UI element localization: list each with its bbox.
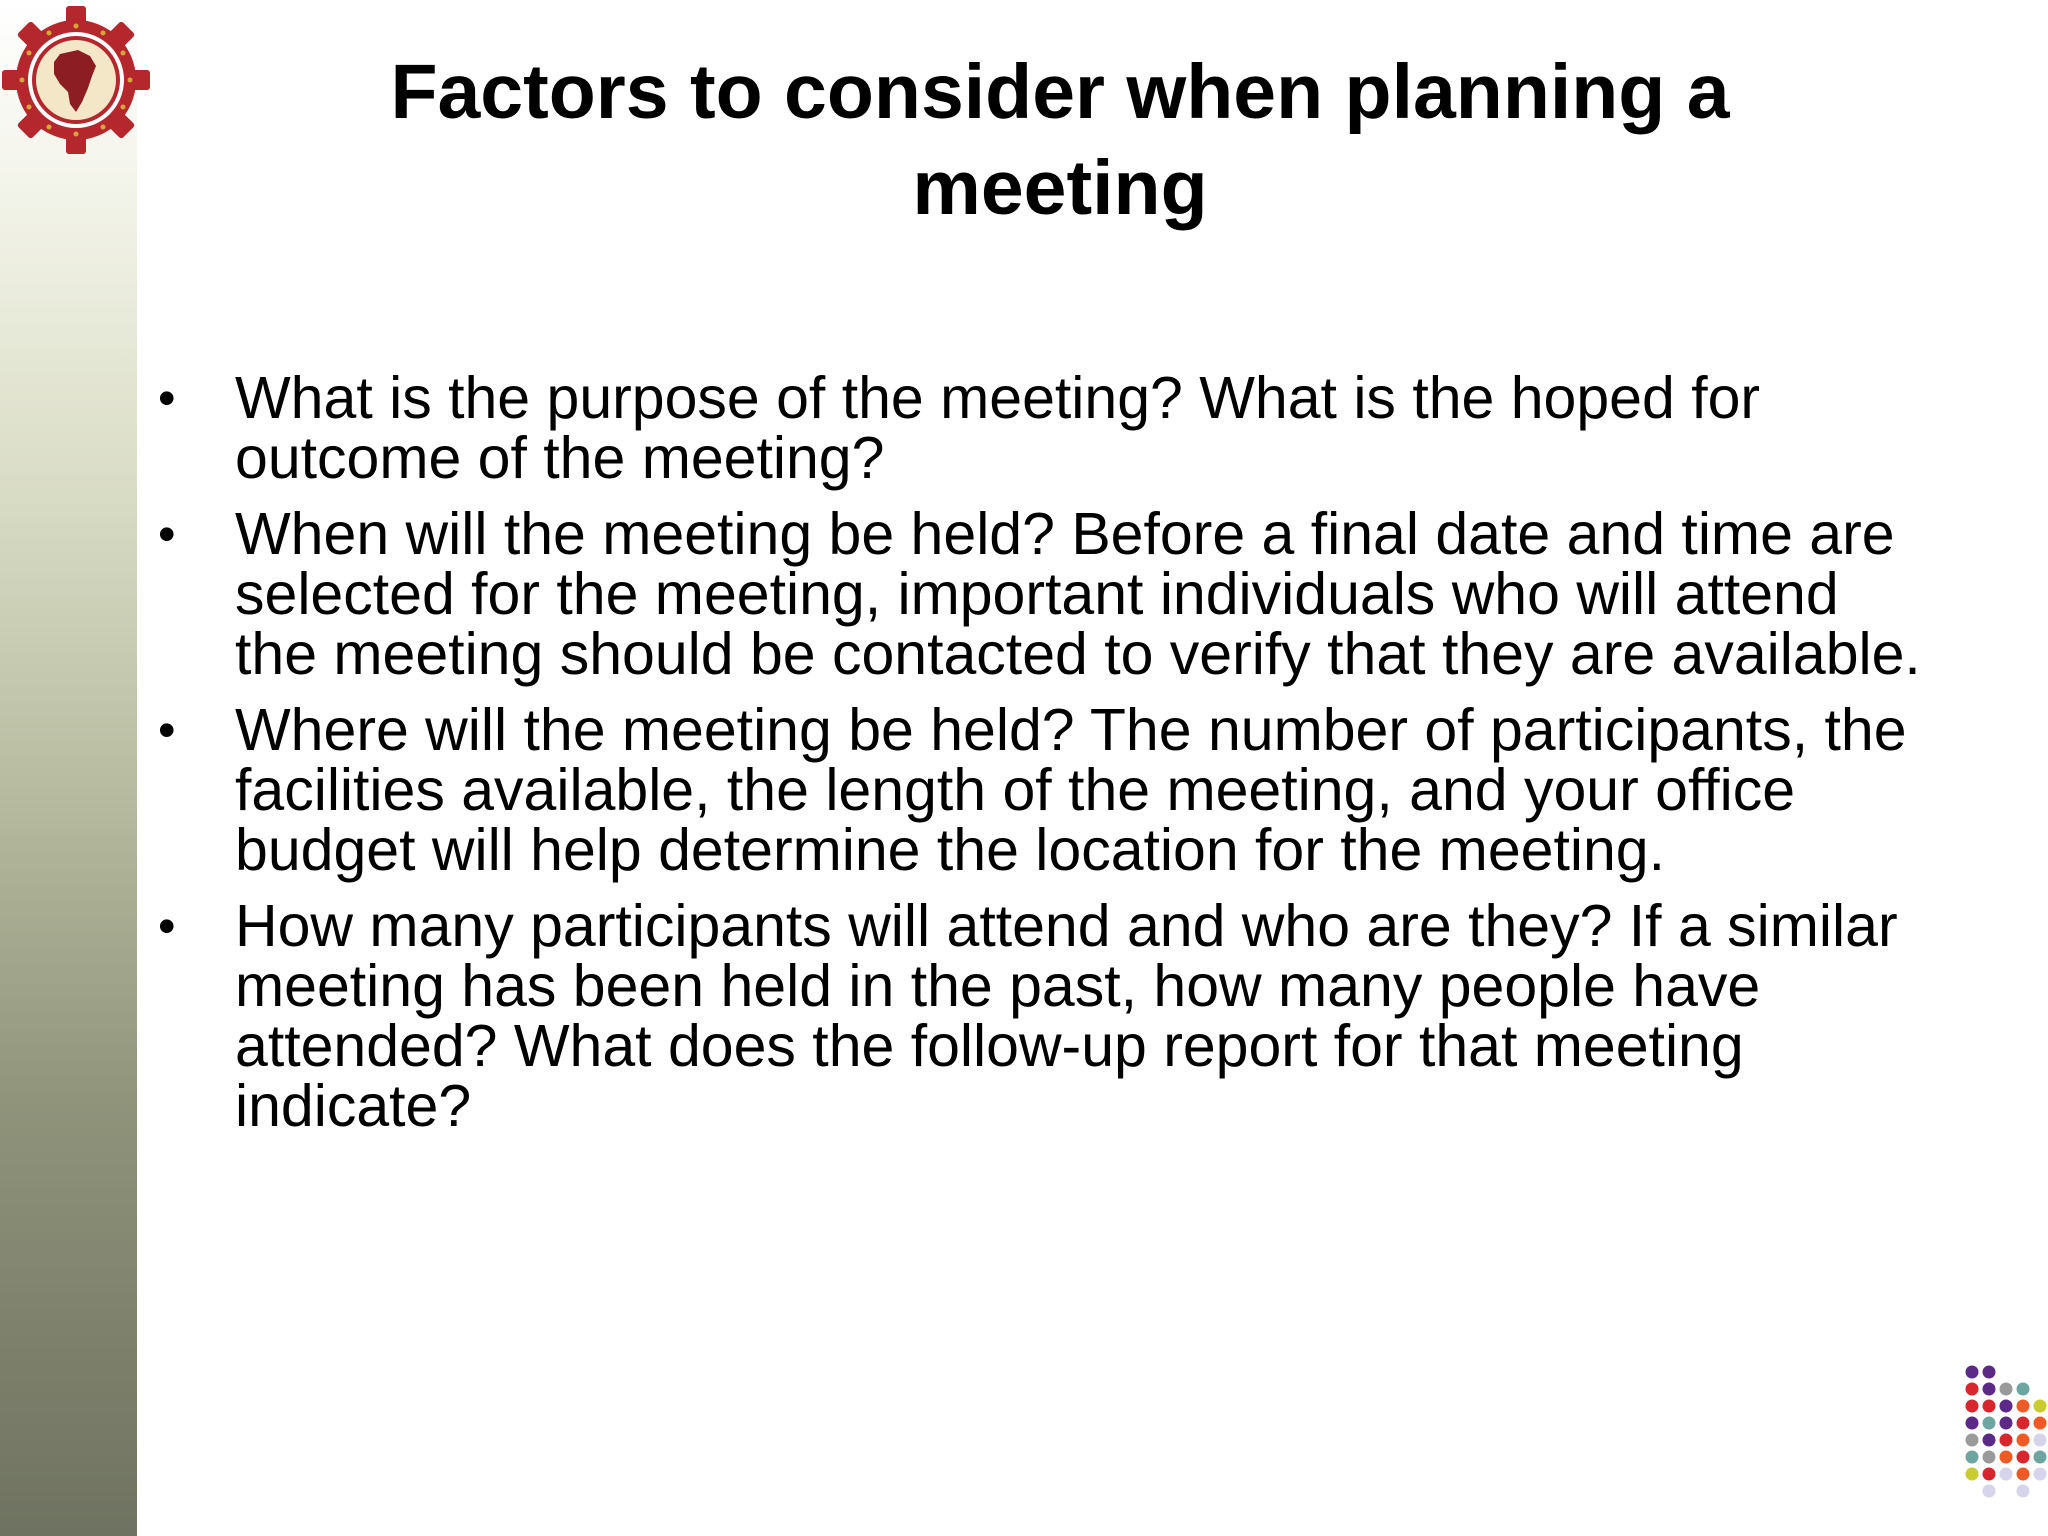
bullet-text: Where will the meeting be held? The number of participants, the facilities available, the length of the meeting, and your office budget will help determine the location for the meeting. [235, 697, 1907, 883]
decorative-dot [2034, 1417, 2047, 1430]
decorative-dot [2034, 1451, 2047, 1464]
decorative-dot [2017, 1383, 2030, 1396]
decorative-dot [2017, 1451, 2030, 1464]
decorative-dot [1983, 1417, 1996, 1430]
decorative-dot [1983, 1383, 1996, 1396]
bullet-item [152, 365, 1932, 491]
bullet-item [152, 501, 1932, 687]
decorative-dot [1983, 1400, 1996, 1413]
decorative-dot [2000, 1434, 2013, 1447]
decorative-dot [2017, 1468, 2030, 1481]
bullet-marker: • [158, 898, 176, 954]
decorative-dot [1966, 1383, 1979, 1396]
decorative-dot-grid [1960, 1360, 2048, 1510]
decorative-dot [1966, 1451, 1979, 1464]
decorative-dot [2017, 1434, 2030, 1447]
bullet-marker: • [158, 506, 176, 562]
decorative-dot [1983, 1451, 1996, 1464]
decorative-dot [1983, 1485, 1996, 1498]
decorative-dot [1966, 1417, 1979, 1430]
decorative-dot [2017, 1400, 2030, 1413]
decorative-dot [2017, 1417, 2030, 1430]
decorative-dot [1966, 1400, 1979, 1413]
decorative-dot [2034, 1468, 2047, 1481]
decorative-dot [1966, 1434, 1979, 1447]
decorative-dot [2000, 1383, 2013, 1396]
decorative-dot [1966, 1468, 1979, 1481]
bullet-text: When will the meeting be held? Before a final date and time are selected for the meeting, important individuals who will attend the meeting should be contacted to verify that they are available. [235, 501, 1921, 687]
decorative-dot [2017, 1485, 2030, 1498]
bullet-marker: • [158, 702, 176, 758]
institute-logo [0, 4, 152, 156]
bullet-list [152, 365, 1932, 1152]
bullet-item [152, 893, 1932, 1139]
bullet-marker: • [158, 370, 176, 426]
side-gradient-bar [0, 0, 137, 1536]
decorative-dot [2034, 1400, 2047, 1413]
decorative-dot [1983, 1468, 1996, 1481]
decorative-dot [2000, 1451, 2013, 1464]
slide-title: Factors to consider when planning a meeting [390, 49, 1730, 231]
decorative-dot [1966, 1366, 1979, 1379]
bullet-text: How many participants will attend and who are they? If a similar meeting has been held in the past, how many people have attended? What does the follow-up report for that meeting indicate? [235, 893, 1898, 1139]
decorative-dot [2000, 1468, 2013, 1481]
decorative-dot [2000, 1417, 2013, 1430]
decorative-dot [2000, 1400, 2013, 1413]
decorative-dot [2034, 1434, 2047, 1447]
decorative-dot [1983, 1434, 1996, 1447]
decorative-dot [1983, 1366, 1996, 1379]
bullet-item [152, 697, 1932, 883]
bullet-text: What is the purpose of the meeting? What is the hoped for outcome of the meeting? [235, 365, 1761, 491]
